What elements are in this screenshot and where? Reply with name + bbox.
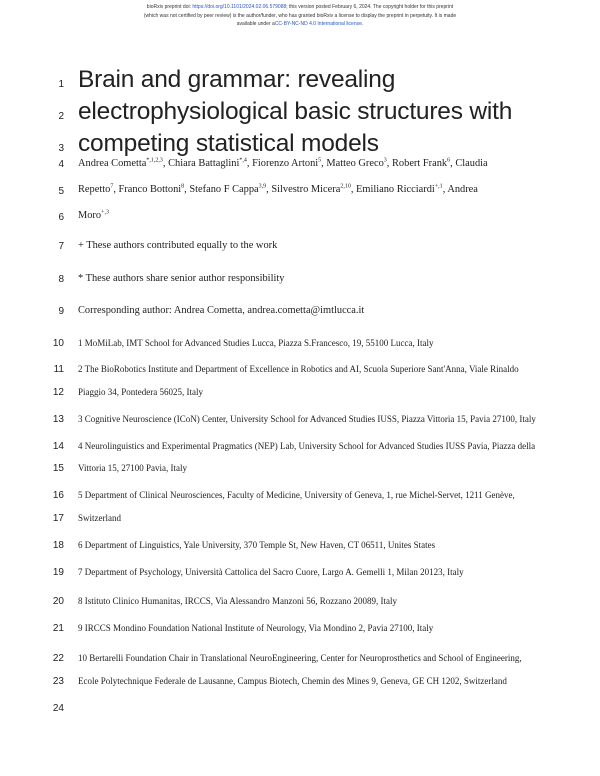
line-number: 4 [58, 159, 64, 170]
line-number: 22 [52, 653, 64, 664]
affiliation-9: 9 IRCCS Mondino Foundation National Institute of Neurology, Via Mondino 2, Pavia 27100, Italy [78, 623, 434, 633]
line-number: 3 [58, 143, 64, 154]
author-name: Andrea Cometta [78, 158, 147, 169]
author-name: Matteo Greco [326, 158, 384, 169]
affiliation-3: 3 Cognitive Neuroscience (ICoN) Center, University School for Advanced Studies IUSS, Piazza Vittoria 15, Pavia 27100, Italy [78, 414, 536, 424]
affiliation-1: 1 MoMiLab, IMT School for Advanced Studies Lucca, Piazza S.Francesco, 19, 55100 Lucca, Italy [78, 338, 434, 348]
affiliation-6: 6 Department of Linguistics, Yale University, 370 Temple St, New Haven, CT 06511, Unites States [78, 540, 436, 550]
line-number: 13 [52, 414, 64, 425]
line-number: 12 [52, 387, 64, 398]
author-list-line-1: Andrea Cometta$^{*,1,2,3}$, Chiara Battaglini$^{*,4}$, Fiorenzo Artoni$^5$, Matteo Greco$^3$, Robert Frank$^6$, Claudia [78, 157, 488, 169]
affiliation-4: 4 Neurolinguistics and Experimental Pragmatics (NEP) Lab, University School for Advanced Studies IUSS Pavia, Piazza della [78, 441, 536, 451]
author-name-first: Andrea [447, 184, 478, 195]
line-number: 24 [52, 703, 64, 714]
line-number: 1 [58, 79, 64, 90]
affiliation-4-cont: Vittoria 15, 27100 Pavia, Italy [78, 463, 187, 473]
line-number: 17 [52, 513, 64, 524]
line-number: 2 [58, 111, 64, 122]
line-number: 18 [52, 540, 64, 551]
author-affiliation-marks: 6 [447, 157, 451, 164]
author-name-first: Claudia [455, 158, 488, 169]
equal-contribution-note: + These authors contributed equally to the work [78, 240, 278, 251]
line-number: 21 [52, 623, 64, 634]
line-number: 23 [52, 676, 64, 687]
author-name: Silvestro Micera [271, 184, 341, 195]
affiliation-10-cont: Ecole Polytechnique Federale de Lausanne, Campus Biotech, Chemin des Mines 9, Geneva, GE CH 1202, Switzerland [78, 676, 507, 686]
author-name: Franco Bottoni [118, 184, 182, 195]
author-affiliation-marks: +,3 [101, 209, 109, 216]
author-name: Emiliano Ricciardi [356, 184, 435, 195]
line-number: 9 [58, 306, 64, 317]
author-list-line-2: Repetto$^7$, Franco Bottoni$^8$, Stefano F Cappa$^{3,9}$, Silvestro Micera$^{2,10}$, Emiliano Ricciardi$^{+,1}$, Andrea [78, 183, 478, 195]
line-number: 16 [52, 490, 64, 501]
preprint-header-line-3: available under aCC-BY-NC-ND 4.0 International license. [236, 21, 364, 27]
line-number: 7 [58, 241, 64, 252]
affiliation-2-cont: Piaggio 34, Pontedera 56025, Italy [78, 387, 203, 397]
senior-author-note: * These authors share senior author responsibility [78, 273, 285, 284]
author-name: Fiorenzo Artoni [252, 158, 319, 169]
line-number: 20 [52, 596, 64, 607]
author-name: Chiara Battaglini [168, 158, 240, 169]
affiliation-5-cont: Switzerland [78, 513, 121, 523]
affiliation-7: 7 Department of Psychology, Università Cattolica del Sacro Cuore, Largo A. Gemelli 1, Milan 20123, Italy [78, 567, 464, 577]
line-number: 10 [52, 338, 64, 349]
author-affiliation-marks: +,1 [434, 183, 443, 190]
author-name-last: Repetto [78, 184, 111, 195]
author-affiliation-marks: 8 [181, 183, 185, 190]
paper-title-line-2: electrophysiological basic structures with [78, 98, 513, 125]
author-affiliation-marks: 5 [318, 157, 322, 164]
author-affiliation-marks: *,4 [239, 157, 247, 164]
author-affiliation-marks: 2,10 [340, 183, 351, 190]
author-affiliation-marks: 7 [110, 183, 114, 190]
affiliation-8: 8 Istituto Clinico Humanitas, IRCCS, Via Alessandro Manzoni 56, Rozzano 20089, Italy [78, 596, 398, 606]
affiliation-2: 2 The BioRobotics Institute and Department of Excellence in Robotics and AI, Scuola Superiore Sant'Anna, Viale Rinaldo [78, 364, 519, 374]
corresponding-author: Corresponding author: Andrea Cometta, andrea.cometta@imtlucca.it [78, 305, 365, 316]
license-link[interactable]: CC-BY-NC-ND 4.0 International license [274, 21, 362, 27]
author-affiliation-marks: 3,9 [258, 183, 267, 190]
affiliation-10: 10 Bertarelli Foundation Chair in Translational NeuroEngineering, Center for Neuroprosthetics and School of Engineering, [78, 653, 522, 663]
author-name: Robert Frank [392, 158, 448, 169]
line-number: 5 [58, 186, 64, 197]
doi-link[interactable]: https://doi.org/10.1101/2024.02.06.579088 [192, 4, 287, 10]
line-number: 8 [58, 274, 64, 285]
preprint-header-line-1: bioRxiv preprint doi: https://doi.org/10.1101/2024.02.06.579088; this version posted February 6, 2024. The copyright holder for this preprint [146, 4, 454, 10]
preprint-header-line-2: (which was not certified by peer review) is the author/funder, who has granted bioRxiv a license to display the preprint in perpetuity. It is made [143, 12, 457, 19]
paper-title-line-1: Brain and grammar: revealing [78, 66, 396, 93]
line-number: 14 [52, 441, 64, 452]
author-name-last: Moro [78, 210, 102, 221]
line-number: 19 [52, 567, 64, 578]
author-affiliation-marks: *,1,2,3 [146, 157, 163, 164]
line-number: 11 [53, 364, 64, 375]
affiliation-5: 5 Department of Clinical Neurosciences, Faculty of Medicine, University of Geneva, 1, rue Michel-Servet, 1211 Genève, [78, 490, 515, 500]
author-list-line-3 [78, 210, 109, 221]
line-number: 6 [58, 212, 64, 223]
preprint-header [0, 3, 600, 29]
paper-title-line-3: competing statistical models [78, 130, 379, 157]
author-affiliation-marks: 3 [383, 157, 387, 164]
author-name: Stefano F Cappa [189, 184, 259, 195]
line-number: 15 [52, 463, 64, 474]
